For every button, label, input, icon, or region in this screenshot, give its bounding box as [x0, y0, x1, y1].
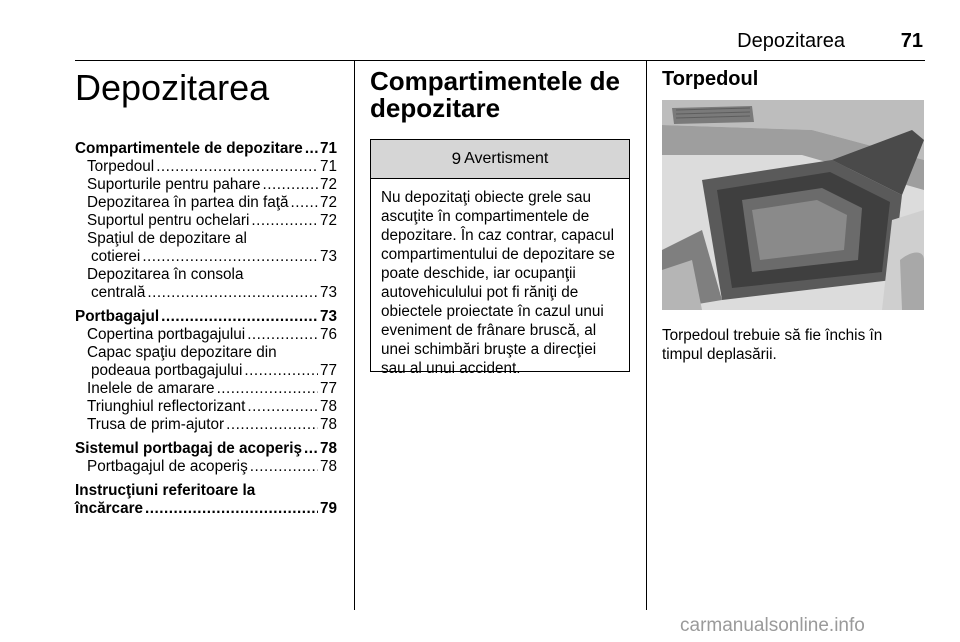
section-title: Compartimentele de depozitare — [370, 66, 620, 123]
subsection-title: Torpedoul — [662, 68, 759, 90]
warning-box — [370, 139, 630, 377]
toc-item[interactable]: cotierei ..... 73 — [75, 248, 337, 266]
toc-section[interactable]: Compartimentele de depozitare ..... 71 — [75, 140, 337, 158]
toc-item[interactable]: Torpedoul ..... 71 — [75, 158, 337, 176]
toc-section[interactable]: Sistemul portbagaj de acoperiş ..... 78 — [75, 440, 337, 458]
glovebox-photo — [662, 100, 924, 310]
toc-item-line[interactable]: Depozitarea în consola — [87, 266, 244, 283]
header-page-number: 71 — [900, 30, 923, 52]
toc-item[interactable]: Depozitarea în partea din faţă ..... 72 — [75, 194, 337, 212]
toc-item[interactable]: Copertina portbagajului ..... 76 — [75, 326, 337, 344]
toc-item[interactable]: Suporturile pentru pahare ..... 72 — [75, 176, 337, 194]
warning-text: Nu depozitaţi obiecte grele sau ascuţite în compartimentele de depozitare. În caz contrar, capacul compartimentului de depozitare se poate deschide, iar ocupanţii autovehiculului pot fi răniţi de obiectele proiectate în cazul unui eveniment de frânare bruscă, al unei schimbări bruşte a direcţiei sau al unui accident. — [381, 189, 615, 377]
warning-header — [371, 140, 629, 179]
toc-section-line[interactable]: Instrucţiuni referitoare la — [75, 482, 256, 499]
column-divider — [354, 60, 355, 610]
toc-section[interactable]: încărcare ..... 79 — [75, 500, 337, 518]
toc-item-line[interactable]: Spaţiul de depozitare al — [87, 230, 247, 247]
chapter-title: Depozitarea — [75, 67, 270, 108]
warning-icon: 9 — [451, 149, 462, 168]
toc-item[interactable]: Trusa de prim-ajutor ..... 78 — [75, 416, 337, 434]
header-rule — [75, 60, 925, 61]
toc-item[interactable]: podeaua portbagajului ..... 77 — [75, 362, 337, 380]
toc-item[interactable]: Suportul pentru ochelari ..... 72 — [75, 212, 337, 230]
toc-item[interactable]: Triunghiul reflectorizant ..... 78 — [75, 398, 337, 416]
toc-item[interactable]: Portbagajul de acoperiş ..... 78 — [75, 458, 337, 476]
column-divider — [646, 60, 647, 610]
toc-item-line[interactable]: Capac spaţiu depozitare din — [87, 344, 277, 361]
toc-item[interactable]: centrală ..... 73 — [75, 284, 337, 302]
watermark: carmanualsonline.info — [680, 615, 865, 636]
table-of-contents — [75, 140, 337, 518]
toc-item[interactable]: Inelele de amarare ..... 77 — [75, 380, 337, 398]
toc-section[interactable]: Portbagajul ..... 73 — [75, 308, 337, 326]
warning-heading: Avertisment — [464, 150, 549, 167]
header-section-title: Depozitarea — [737, 30, 845, 52]
glovebox-text: Torpedoul trebuie să fie închis în timpul deplasării. — [662, 327, 883, 363]
